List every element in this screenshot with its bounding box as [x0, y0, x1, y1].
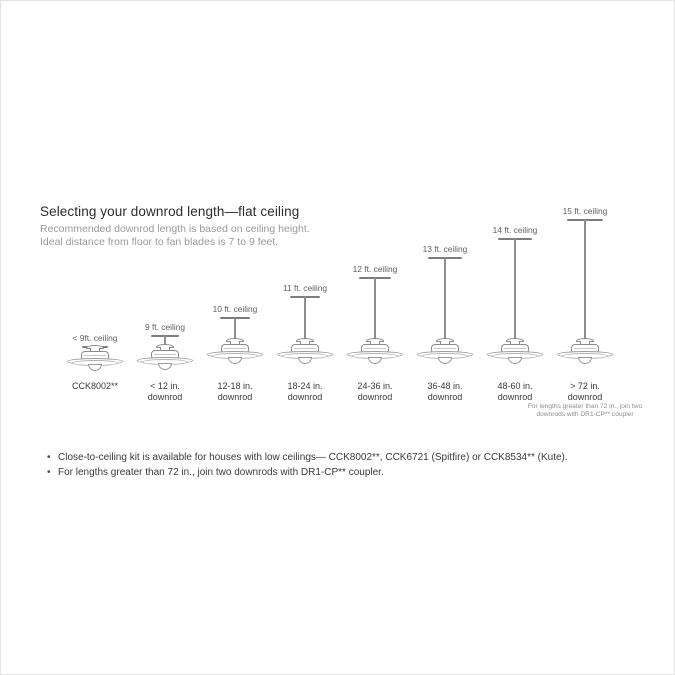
caption-line-1: < 12 in.	[150, 381, 180, 391]
ceiling-fan-icon	[207, 338, 263, 364]
fan-light-kit	[298, 357, 312, 364]
column-caption	[525, 381, 645, 403]
downrod	[584, 219, 586, 339]
caption-line-1: 24-36 in.	[357, 381, 393, 391]
downrod	[234, 317, 236, 339]
fan-light-kit	[158, 363, 172, 370]
caption-line-1: 18-24 in.	[287, 381, 323, 391]
caption-line-2: downrod	[287, 392, 323, 402]
caption-line-2: downrod	[497, 392, 533, 402]
ceiling-label: 12 ft. ceiling	[352, 264, 398, 274]
ceiling-label: 9 ft. ceiling	[144, 322, 186, 332]
caption-line-1: > 72 in.	[570, 381, 600, 391]
fan-light-kit	[438, 357, 452, 364]
ceiling-fan-icon	[417, 338, 473, 364]
ceiling-fan-icon	[67, 345, 123, 371]
fan-light-kit	[368, 357, 382, 364]
caption-line-2: downrod	[217, 392, 253, 402]
ceiling-label: 10 ft. ceiling	[212, 304, 258, 314]
downrod	[304, 296, 306, 339]
list-item-text: Close-to-ceiling kit is available for houses with low ceilings— CCK8002**, CCK6721 (Spitfire) or CCK8534** (Kute).	[58, 452, 568, 463]
ceiling-fan-icon	[137, 344, 193, 370]
caption-line-2: downrod	[357, 392, 393, 402]
bullet-marker-icon: •	[47, 452, 51, 463]
downrod	[444, 257, 446, 339]
ceiling-label: 13 ft. ceiling	[422, 244, 468, 254]
ceiling-label: < 9ft. ceiling	[72, 333, 118, 343]
caption-line-1: CCK8002**	[71, 381, 119, 391]
caption-line-1: 12-18 in.	[217, 381, 253, 391]
page-title: Selecting your downrod length—flat ceiling	[40, 204, 300, 219]
ceiling-label: 15 ft. ceiling	[562, 206, 608, 216]
heading-subtitle-line1: Recommended downrod length is based on ceiling height.	[40, 223, 310, 235]
caption-line-1: 36-48 in.	[427, 381, 463, 391]
list-item	[47, 450, 637, 465]
fan-light-kit	[228, 357, 242, 364]
list-item	[47, 465, 637, 480]
caption-line-2: downrod	[147, 392, 183, 402]
caption-line-2: downrod	[567, 392, 603, 402]
caption-line-1: 48-60 in.	[497, 381, 533, 391]
bullet-marker-icon: •	[47, 467, 51, 478]
ceiling-label: 14 ft. ceiling	[492, 225, 538, 235]
ceiling-fan-icon	[347, 338, 403, 364]
ceiling-label: 11 ft. ceiling	[282, 283, 328, 293]
caption-line-2: downrod	[427, 392, 463, 402]
downrod	[514, 238, 516, 339]
heading-subtitle-line2: Ideal distance from floor to fan blades is 7 to 9 feet.	[40, 235, 279, 248]
downrod	[374, 277, 376, 339]
notes-list	[47, 450, 637, 480]
column-footnote: For lengths greater than 72 in., join two downrods with DR1-CP** coupler	[527, 403, 643, 418]
list-item-text: For lengths greater than 72 in., join two downrods with DR1-CP** coupler.	[58, 467, 384, 478]
fan-light-kit	[88, 364, 102, 371]
ceiling-fan-icon	[277, 338, 333, 364]
fan-light-kit	[508, 357, 522, 364]
fan-light-kit	[578, 357, 592, 364]
ceiling-fan-icon	[557, 338, 613, 364]
ceiling-fan-icon	[487, 338, 543, 364]
